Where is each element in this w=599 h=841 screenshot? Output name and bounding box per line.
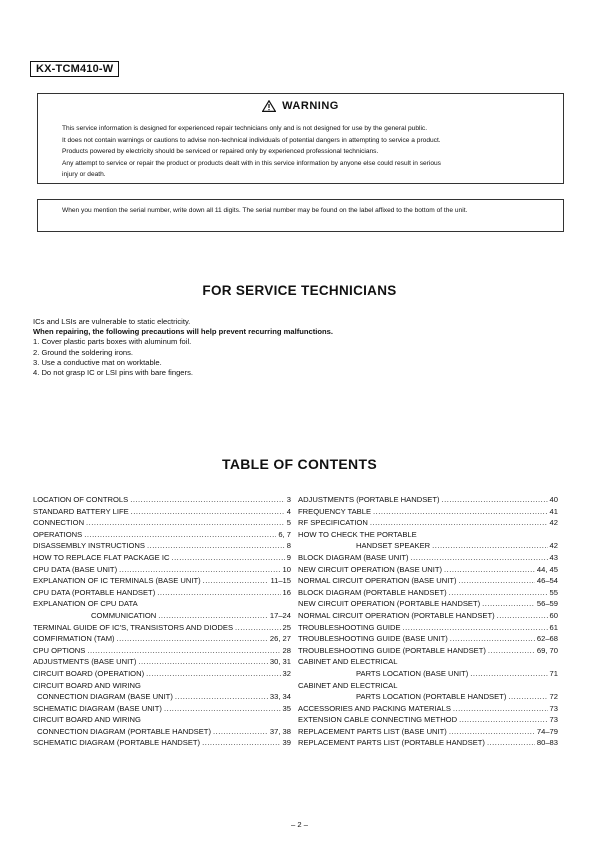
toc-leader-dots	[164, 703, 281, 715]
toc-entry	[298, 691, 558, 703]
toc-entry-title: NEW CIRCUIT OPERATION (BASE UNIT)	[298, 564, 443, 574]
service-precautions	[33, 317, 333, 378]
toc-leader-dots	[449, 726, 535, 738]
toc-entry-title: EXTENSION CABLE CONNECTING METHOD	[298, 715, 458, 725]
toc-entry-page: 41	[549, 506, 558, 516]
warning-box	[37, 93, 564, 184]
toc-entry-page: 17–24	[269, 610, 291, 620]
toc-entry	[298, 598, 558, 610]
toc-leader-dots	[86, 517, 285, 529]
toc-leader-dots	[213, 726, 268, 738]
toc-entry-title: LOCATION OF CONTROLS	[33, 495, 129, 504]
toc-entry-title: STANDARD BATTERY LIFE	[33, 506, 129, 516]
toc-entry-title: PARTS LOCATION (BASE UNIT)	[356, 668, 469, 678]
toc-leader-dots	[138, 656, 268, 668]
toc-entry	[298, 610, 558, 622]
toc-entry	[298, 668, 558, 680]
toc-leader-dots	[119, 564, 280, 576]
toc-leader-dots	[373, 506, 548, 518]
toc-entry	[298, 714, 558, 726]
precaution-item: 1. Cover plastic parts boxes with aluminum foil.	[33, 337, 192, 347]
toc-entry	[33, 506, 291, 518]
toc-entry-page: 60	[549, 610, 558, 620]
toc-leader-dots	[146, 668, 280, 680]
toc-leader-dots	[449, 587, 548, 599]
toc-entry-title: DISASSEMBLY INSTRUCTIONS	[33, 541, 145, 551]
toc-entry-page: 39	[282, 738, 291, 748]
toc-leader-dots	[444, 564, 535, 576]
toc-entry-title: SCHEMATIC DIAGRAM (PORTABLE HANDSET)	[33, 738, 201, 748]
toc-entry	[33, 691, 291, 703]
toc-entry	[33, 680, 291, 692]
toc-entry-page: 26, 27	[269, 634, 291, 644]
toc-leader-dots	[130, 494, 285, 506]
precaution-item: 2. Ground the soldering irons.	[33, 347, 134, 357]
warning-text	[62, 123, 441, 181]
toc-entry-title: TROUBLESHOOTING GUIDE	[298, 622, 401, 632]
toc-entry-title: TROUBLESHOOTING GUIDE (BASE UNIT)	[298, 634, 448, 644]
toc-entry-page: 74–79	[536, 726, 558, 736]
toc-entry	[33, 552, 291, 564]
toc-entry-title: CONNECTION DIAGRAM (PORTABLE HANDSET)	[37, 726, 211, 736]
toc-leader-dots	[453, 703, 548, 715]
toc-entry-page: 69, 70	[536, 645, 558, 655]
toc-entry	[298, 680, 558, 692]
toc-entry-title: HOW TO REPLACE FLAT PACKAGE IC	[33, 552, 170, 562]
toc-entry-page: 40	[549, 495, 558, 504]
toc-entry-page: 16	[282, 587, 291, 597]
toc-entry	[298, 645, 558, 657]
toc-entry-page: 55	[549, 587, 558, 597]
toc-entry-title: NORMAL CIRCUIT OPERATION (PORTABLE HANDSET)	[298, 610, 495, 620]
toc-leader-dots	[403, 622, 548, 634]
toc-entry	[298, 564, 558, 576]
toc-entry-page: 80–83	[536, 738, 558, 748]
toc-entry-title: CONNECTION	[33, 518, 85, 528]
toc-entry-page: 6, 7	[278, 529, 291, 539]
toc-entry-title: HOW TO CHECK THE PORTABLE	[298, 529, 417, 539]
toc-entry-title: NORMAL CIRCUIT OPERATION (BASE UNIT)	[298, 576, 457, 586]
toc-left-column	[33, 494, 291, 749]
toc-entry	[33, 540, 291, 552]
toc-heading: TABLE OF CONTENTS	[222, 456, 377, 472]
toc-right-column	[298, 494, 558, 749]
toc-entry-title: CPU DATA (PORTABLE HANDSET)	[33, 587, 156, 597]
toc-entry-page: 73	[549, 715, 558, 725]
toc-entry	[33, 668, 291, 680]
toc-entry	[298, 737, 558, 749]
toc-entry-title: PARTS LOCATION (PORTABLE HANDSET)	[356, 692, 507, 702]
toc-entry-page: 33, 34	[269, 692, 291, 702]
toc-entry-title: COMFIRMATION (TAM)	[33, 634, 115, 644]
toc-leader-dots	[235, 622, 281, 634]
toc-entry-title: ADJUSTMENTS (PORTABLE HANDSET)	[298, 495, 440, 504]
toc-entry-page: 37, 38	[269, 726, 291, 736]
toc-leader-dots	[117, 633, 268, 645]
warning-line: This service information is designed for experienced repair technicians only and is not designed for use by the general public.	[62, 125, 428, 132]
toc-entry-title: ADJUSTMENTS (BASE UNIT)	[33, 657, 137, 667]
toc-entry-title: CPU DATA (BASE UNIT)	[33, 564, 118, 574]
toc-entry-title: COMMUNICATION	[91, 610, 157, 620]
toc-entry-title: FREQUENCY TABLE	[298, 506, 372, 516]
toc-entry-page: 9	[286, 552, 291, 562]
toc-entry	[298, 506, 558, 518]
toc-entry	[298, 529, 558, 541]
toc-entry-page: 5	[286, 518, 291, 528]
toc-entry	[33, 575, 291, 587]
toc-leader-dots	[171, 552, 284, 564]
toc-entry-page: 42	[549, 541, 558, 551]
toc-entry	[33, 714, 291, 726]
serial-number-note-box	[37, 199, 564, 232]
toc-entry-page: 30, 31	[269, 657, 291, 667]
toc-entry	[298, 656, 558, 668]
toc-entry	[33, 645, 291, 657]
toc-entry-page: 62–68	[536, 634, 558, 644]
toc-entry	[33, 656, 291, 668]
toc-leader-dots	[147, 540, 285, 552]
toc-entry	[33, 726, 291, 738]
toc-entry-page: 72	[549, 692, 558, 702]
toc-entry	[33, 622, 291, 634]
toc-entry	[298, 622, 558, 634]
warning-heading	[38, 100, 563, 112]
precaution-item: 3. Use a conductive mat on worktable.	[33, 357, 162, 367]
warning-line: injury or death.	[62, 171, 106, 179]
toc-entry	[33, 610, 291, 622]
toc-entry-title: EXPLANATION OF IC TERMINALS (BASE UNIT)	[33, 576, 201, 586]
toc-entry	[33, 564, 291, 576]
toc-entry-page: 4	[286, 506, 291, 516]
toc-entry	[298, 575, 558, 587]
precaution-item: 4. Do not grasp IC or LSI pins with bare fingers.	[33, 368, 193, 378]
toc-entry	[298, 726, 558, 738]
toc-entry-page: 61	[549, 622, 558, 632]
toc-entry	[33, 598, 291, 610]
toc-entry-title: CPU OPTIONS	[33, 645, 86, 655]
toc-leader-dots	[203, 575, 269, 587]
toc-entry-page: 35	[282, 703, 291, 713]
toc-entry-title: REPLACEMENT PARTS LIST (PORTABLE HANDSET)	[298, 738, 485, 748]
toc-leader-dots	[450, 633, 535, 645]
toc-leader-dots	[432, 540, 547, 552]
toc-entry	[33, 529, 291, 541]
toc-entry-title: CIRCUIT BOARD AND WIRING	[33, 680, 141, 690]
toc-entry	[298, 517, 558, 529]
toc-entry-title: CABINET AND ELECTRICAL	[298, 680, 398, 690]
toc-leader-dots	[459, 575, 535, 587]
toc-leader-dots	[487, 737, 535, 749]
service-intro: ICs and LSIs are vulnerable to static electricity.	[33, 317, 191, 326]
toc-entry-page: 43	[549, 552, 558, 562]
toc-entry-page: 46–54	[536, 576, 558, 586]
model-number: KX-TCM410-W	[30, 61, 119, 77]
toc-entry-title: CIRCUIT BOARD AND WIRING	[33, 715, 141, 725]
toc-entry	[298, 587, 558, 599]
toc-leader-dots	[482, 598, 535, 610]
toc-entry	[298, 633, 558, 645]
toc-entry	[33, 517, 291, 529]
toc-entry-title: BLOCK DIAGRAM (PORTABLE HANDSET)	[298, 587, 447, 597]
toc-entry	[33, 737, 291, 749]
serial-number-note: When you mention the serial number, write down all 11 digits. The serial number may be found on the label affixed to the bottom of the unit.	[62, 207, 468, 214]
toc-entry-title: HANDSET SPEAKER	[356, 541, 431, 551]
toc-entry	[298, 703, 558, 715]
warning-line: Products powered by electricity should be serviced or repaired only by experienced professional technicians.	[62, 148, 379, 156]
warning-triangle-icon	[262, 100, 276, 112]
toc-leader-dots	[442, 494, 548, 506]
page-number: – 2 –	[291, 820, 308, 829]
service-technicians-heading: FOR SERVICE TECHNICIANS	[202, 283, 397, 298]
toc-entry	[298, 540, 558, 552]
toc-entry-page: 28	[282, 645, 291, 655]
toc-entry-page: 25	[282, 622, 291, 632]
toc-entry-title: TROUBLESHOOTING GUIDE (PORTABLE HANDSET)	[298, 645, 486, 655]
toc-entry-title: BLOCK DIAGRAM (BASE UNIT)	[298, 552, 409, 562]
toc-leader-dots	[202, 737, 280, 749]
toc-entry-title: NEW CIRCUIT OPERATION (PORTABLE HANDSET)	[298, 599, 481, 609]
toc-entry	[33, 587, 291, 599]
toc-leader-dots	[470, 668, 547, 680]
toc-entry	[298, 552, 558, 564]
toc-entry-page: 56–59	[536, 599, 558, 609]
toc-entry-title: TERMINAL GUIDE OF IC'S, TRANSISTORS AND DIODES	[33, 622, 234, 632]
toc-entry-page: 42	[549, 518, 558, 528]
toc-entry-title: CONNECTION DIAGRAM (BASE UNIT)	[37, 692, 173, 702]
warning-heading-text: WARNING	[282, 100, 339, 112]
toc-leader-dots	[508, 691, 547, 703]
toc-entry-page: 3	[286, 495, 291, 504]
toc-entry-title: OPERATIONS	[33, 529, 83, 539]
toc-leader-dots	[87, 645, 280, 657]
toc-entry	[33, 633, 291, 645]
toc-entry-title: REPLACEMENT PARTS LIST (BASE UNIT)	[298, 726, 447, 736]
toc-leader-dots	[497, 610, 548, 622]
toc-entry	[33, 703, 291, 715]
toc-entry-title: RF SPECIFICATION	[298, 518, 368, 528]
toc-entry	[33, 494, 291, 506]
toc-leader-dots	[370, 517, 548, 529]
toc-leader-dots	[459, 714, 547, 726]
warning-line: Any attempt to service or repair the product or products dealt with in this service information by anyone else could result in serious	[62, 159, 441, 167]
toc-entry-title: EXPLANATION OF CPU DATA	[33, 599, 138, 609]
toc-entry-title: CIRCUIT BOARD (OPERATION)	[33, 668, 145, 678]
toc-leader-dots	[411, 552, 548, 564]
toc-entry-page: 11–15	[270, 576, 291, 586]
toc-entry-title: SCHEMATIC DIAGRAM (BASE UNIT)	[33, 703, 162, 713]
warning-line: It does not contain warnings or cautions to advise non-technical individuals of potential dangers in attempting to service a product.	[62, 136, 441, 144]
toc-entry-page: 73	[549, 703, 558, 713]
toc-entry-page: 8	[286, 541, 291, 551]
toc-leader-dots	[84, 529, 276, 541]
toc-leader-dots	[157, 587, 280, 599]
toc-entry-page: 44, 45	[536, 564, 558, 574]
toc-leader-dots	[488, 645, 535, 657]
toc-entry-title: CABINET AND ELECTRICAL	[298, 657, 398, 667]
toc-leader-dots	[175, 691, 268, 703]
service-bold-note: When repairing, the following precautions will help prevent recurring malfunctions.	[33, 327, 333, 337]
toc-entry-page: 71	[549, 668, 558, 678]
toc-entry	[298, 494, 558, 506]
toc-entry-title: ACCESSORIES AND PACKING MATERIALS	[298, 703, 451, 713]
toc-leader-dots	[158, 610, 268, 622]
toc-leader-dots	[131, 506, 285, 518]
toc-entry-page: 10	[282, 564, 291, 574]
toc-entry-page: 32	[282, 668, 291, 678]
